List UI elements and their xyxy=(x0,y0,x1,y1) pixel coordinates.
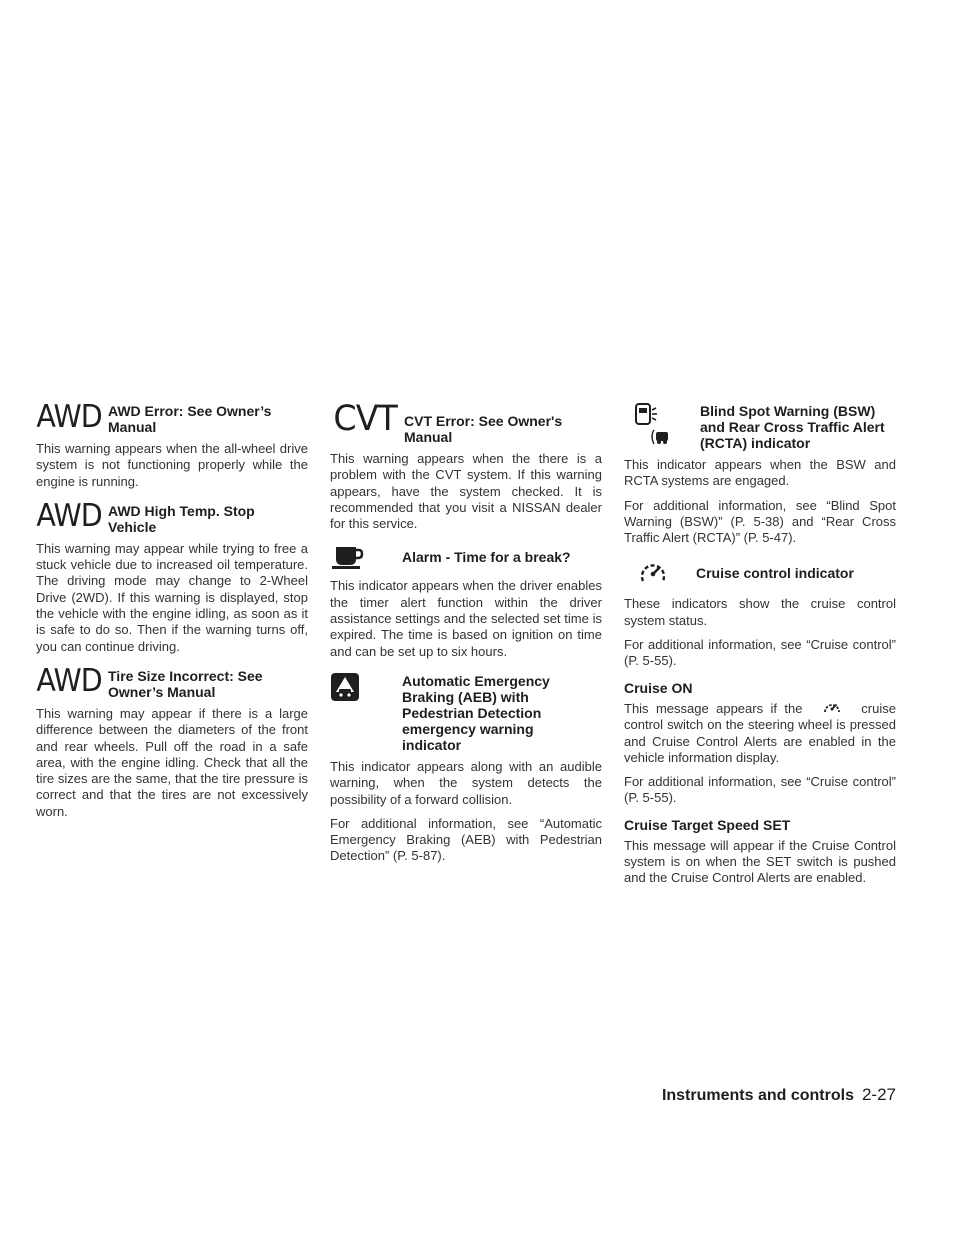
coffee-cup-icon xyxy=(330,542,402,572)
aeb-body-1: This indicator appears along with an audible warning, when the system detects the possibility of a forward collision. xyxy=(330,758,602,807)
cruise-body-1: These indicators show the cruise control system status. xyxy=(624,596,896,628)
cruise-on-body-before: This message appears if the xyxy=(624,700,803,716)
speedometer-icon xyxy=(624,556,696,590)
awd-high-temp-title: AWD High Temp. Stop Vehicle xyxy=(108,502,255,535)
blind-spot-icon xyxy=(624,400,700,450)
column-right xyxy=(624,400,896,897)
awd-error-body: This warning appears when the all-wheel drive system is not functioning properly while the engine is running. xyxy=(36,441,308,489)
speedometer-icon xyxy=(810,699,854,715)
entry-awd-high-temp xyxy=(36,500,308,655)
entry-bsw xyxy=(624,400,896,546)
cruise-on-body-after: cruise control switch on the steering wheel is pressed and Cruise Control Alerts are enabled in the vehicle information display. xyxy=(624,700,896,765)
aeb-body-2: For additional information, see “Automatic Emergency Braking (AEB) with Pedestrian Detection” (P. 5-87). xyxy=(330,815,602,864)
alarm-break-body: This indicator appears when the driver enables the timer alert function within the driver assistance settings and the selected set time is expired. The time is based on ignition on time and can be set up to six hours. xyxy=(330,578,602,659)
column-middle xyxy=(330,400,602,875)
cruise-body-2: For additional information, see “Cruise control” (P. 5-55). xyxy=(624,637,896,669)
entry-cruise-target xyxy=(624,817,896,887)
awd-error-title: AWD Error: See Owner’s Manual xyxy=(108,403,272,435)
entry-cvt-error xyxy=(330,400,602,532)
column-left xyxy=(36,400,308,830)
cruise-target-heading: Cruise Target Speed SET xyxy=(624,816,791,833)
cvt-icon: CVT xyxy=(333,398,397,439)
cruise-target-body: This message will appear if the Cruise Control system is on when the SET switch is pushed and the Cruise Control Alerts are enabled. xyxy=(624,837,896,886)
entry-cruise-on xyxy=(624,680,896,807)
cruise-on-body-2: For additional information, see “Cruise control” (P. 5-55). xyxy=(624,774,896,806)
tire-size-title: Tire Size Incorrect: See Owner’s Manual xyxy=(108,667,263,700)
awd-icon: AWD xyxy=(36,398,102,435)
tire-size-body: This warning may appear if there is a large difference between the diameters of the front and rear wheels. Pull off the road in a safe area, with the engine idling. Check that all the tire sizes are the same, that the tire pressure is correct and that the tires are not excessively worn. xyxy=(36,705,308,819)
footer-section-title: Instruments and controls xyxy=(661,1087,854,1104)
alarm-break-title: Alarm - Time for a break? xyxy=(402,549,571,566)
entry-alarm-break xyxy=(330,542,602,659)
awd-high-temp-body: This warning may appear while trying to free a stuck vehicle due to increased oil temperature. The driving mode may change to 2-Wheel Drive (2WD). If this warning is displayed, stop the vehicle with the engine idling, as soon as it is safe to do so. Then if the warning turns off, you can continue driving. xyxy=(36,540,308,654)
awd-icon: AWD xyxy=(36,663,102,700)
bsw-body-2: For additional information, see “Blind Spot Warning (BSW)” (P. 5-38) and “Rear Cross Traffic Alert (RCTA)” (P. 5-47). xyxy=(624,497,896,546)
entry-tire-size xyxy=(36,665,308,820)
aeb-title: Automatic Emergency Braking (AEB) with Pedestrian Detection emergency warning indicator xyxy=(402,672,550,753)
page-number: 2-27 xyxy=(861,1085,896,1104)
cruise-on-body xyxy=(624,701,896,766)
bsw-title: Blind Spot Warning (BSW) and Rear Cross Traffic Alert (RCTA) indicator xyxy=(700,403,885,451)
cvt-error-body: This warning appears when the there is a problem with the CVT system. If this warning appears, have the system checked. It is recommended that you visit a NISSAN dealer for this service. xyxy=(330,451,602,532)
entry-aeb xyxy=(330,670,602,865)
bsw-body-1: This indicator appears when the BSW and RCTA systems are engaged. xyxy=(624,457,896,489)
page-footer xyxy=(662,1085,896,1105)
entry-cruise xyxy=(624,556,896,669)
awd-icon: AWD xyxy=(36,498,102,535)
cvt-error-title: CVT Error: See Owner's Manual xyxy=(404,413,563,445)
cruise-on-heading: Cruise ON xyxy=(624,679,693,696)
entry-awd-error xyxy=(36,400,308,490)
cruise-title: Cruise control indicator xyxy=(696,565,854,582)
aeb-warning-icon xyxy=(330,670,402,704)
